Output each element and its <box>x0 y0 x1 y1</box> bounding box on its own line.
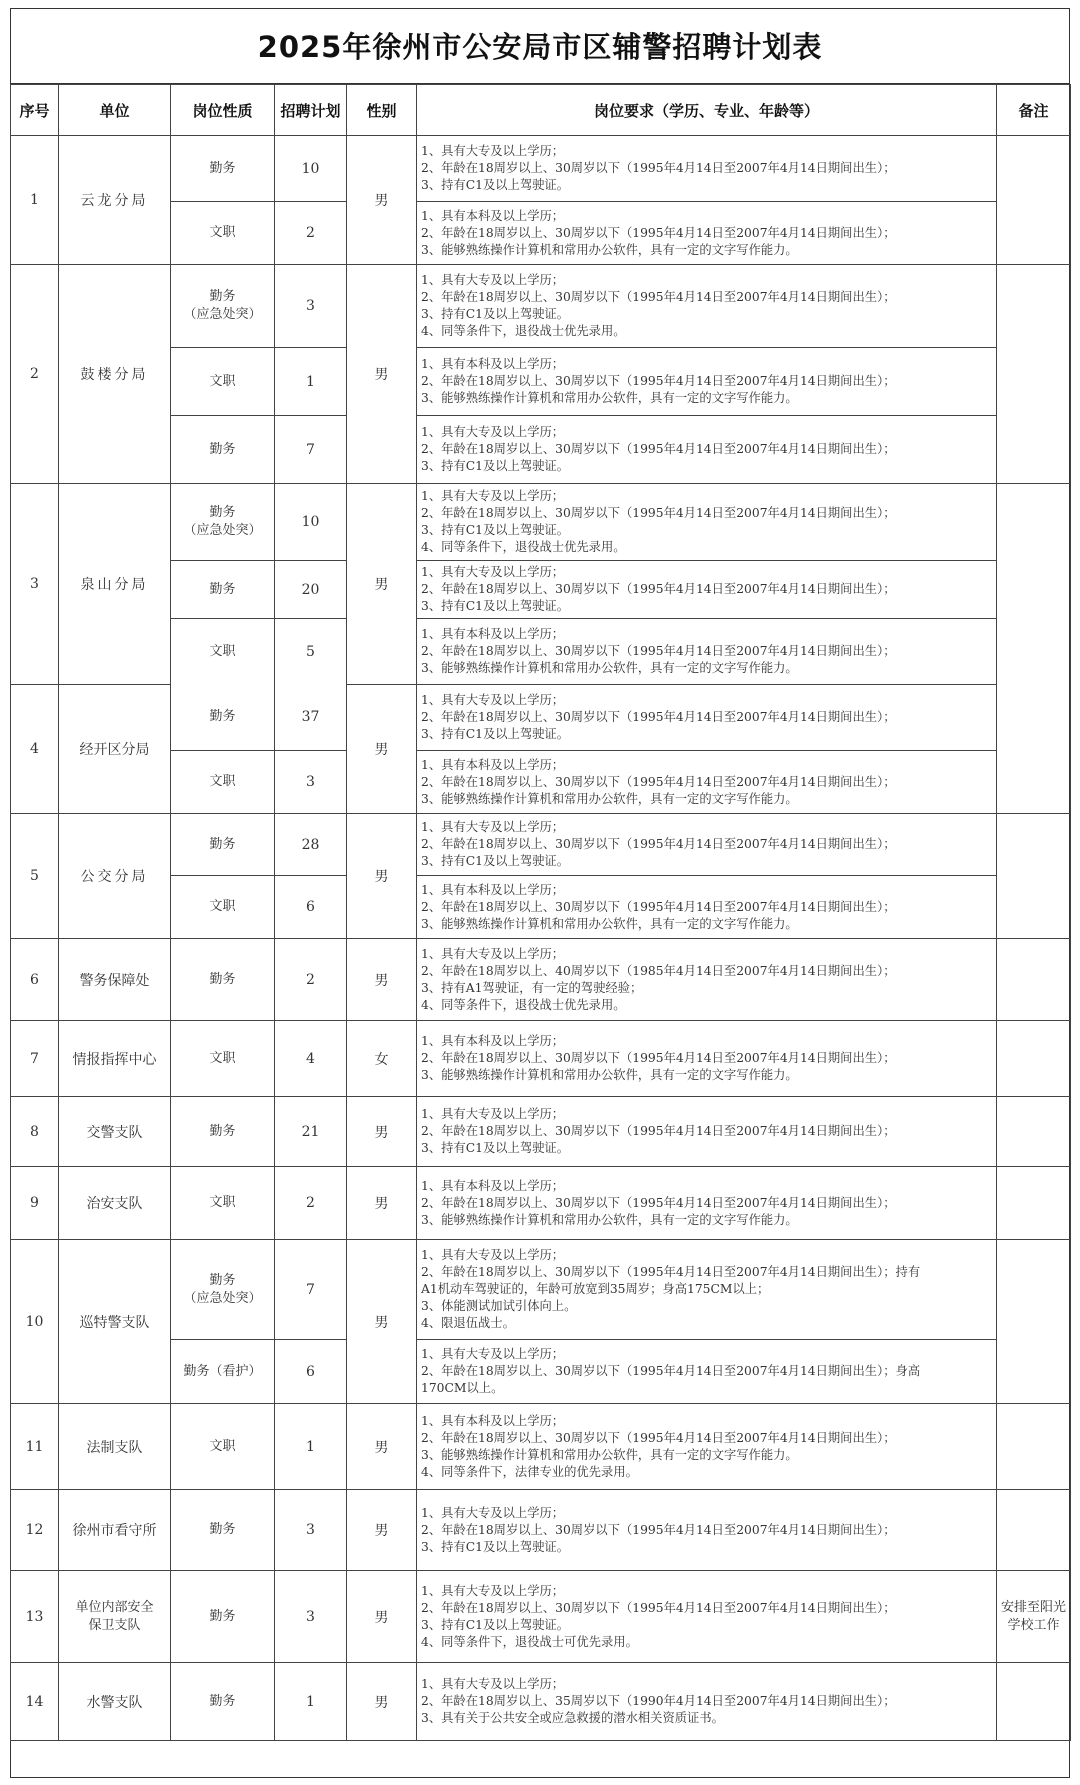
remark-cell <box>997 1404 1071 1490</box>
remark-cell <box>997 265 1071 484</box>
requirements-cell <box>417 619 997 685</box>
plan-cell: 37 <box>275 685 347 751</box>
requirement-line: 2、年龄在18周岁以上、30周岁以下（1995年4月14日至2007年4月14日期间出生）； <box>421 1522 896 1537</box>
requirement-line: 2、年龄在18周岁以上、30周岁以下（1995年4月14日至2007年4月14日期间出生）； <box>421 1051 896 1065</box>
requirement-line: 2、年龄在18周岁以上、30周岁以下（1995年4月14日至2007年4月14日期间出生）； <box>421 225 896 240</box>
requirements-cell <box>417 814 997 876</box>
requirement-line: 4、限退伍战士。 <box>421 1316 515 1330</box>
requirement-line: 3、持有C1及以上驾驶证。 <box>421 1141 570 1155</box>
seq-cell: 9 <box>11 1167 59 1240</box>
nature-sublabel: （应急处突） <box>183 523 262 538</box>
gender-cell: 男 <box>347 685 417 814</box>
requirements-cell <box>417 348 997 416</box>
nature-label: 勤务 <box>209 441 236 457</box>
requirement-line: 2、年龄在18周岁以上、30周岁以下（1995年4月14日至2007年4月14日期间出生）； <box>421 1600 896 1615</box>
nature-cell <box>171 876 275 939</box>
plan-cell: 1 <box>275 348 347 416</box>
requirement-line: 3、持有C1及以上驾驶证。 <box>421 1617 570 1632</box>
gender-cell: 男 <box>347 1167 417 1240</box>
requirements-cell <box>417 1571 997 1663</box>
nature-label: 勤务 <box>209 289 236 304</box>
seq-cell: 5 <box>11 814 59 939</box>
unit-line: 单位内部安全 <box>75 1599 154 1615</box>
requirements-cell <box>417 939 997 1021</box>
header-requirements: 岗位要求（学历、专业、年龄等） <box>417 85 997 136</box>
nature-label: 勤务 <box>209 1272 236 1288</box>
table-row <box>11 136 1071 202</box>
requirement-line: 1、具有本科及以上学历； <box>421 357 565 371</box>
plan-cell: 10 <box>275 484 347 561</box>
plan-cell: 28 <box>275 814 347 876</box>
remark-cell <box>997 814 1071 939</box>
requirement-line: 2、年龄在18周岁以上、30周岁以下（1995年4月14日至2007年4月14日期间出生）； <box>421 710 896 724</box>
recruitment-table <box>10 84 1071 1741</box>
plan-cell: 4 <box>275 1021 347 1097</box>
nature-cell <box>171 1097 275 1167</box>
remark-cell <box>997 1097 1071 1167</box>
plan-cell: 20 <box>275 561 347 619</box>
plan-cell: 2 <box>275 939 347 1021</box>
requirement-line: 2、年龄在18周岁以上、40周岁以下（1985年4月14日至2007年4月14日期间出生）； <box>421 963 896 978</box>
table-row <box>11 1490 1071 1571</box>
requirement-line: 1、具有大专及以上学历； <box>421 946 565 961</box>
header-row <box>11 85 1071 136</box>
requirements-cell <box>417 1340 997 1404</box>
requirement-line: 4、同等条件下，退役战士可优先录用。 <box>421 1634 638 1649</box>
requirements-cell <box>417 1240 997 1340</box>
plan-cell: 6 <box>275 1340 347 1404</box>
gender-cell: 男 <box>347 1097 417 1167</box>
requirement-line: 1、具有本科及以上学历； <box>421 757 565 772</box>
nature-label: 勤务 <box>209 1608 236 1624</box>
requirement-line: 1、具有大专及以上学历； <box>421 1107 565 1121</box>
requirement-line: 1、具有大专及以上学历； <box>421 144 565 158</box>
seq-cell: 10 <box>11 1240 59 1404</box>
nature-label: 勤务 <box>209 709 236 725</box>
requirement-line: 3、持有C1及以上驾驶证。 <box>421 727 570 741</box>
requirement-line: 3、持有C1及以上驾驶证。 <box>421 307 570 321</box>
seq-cell: 3 <box>11 484 59 685</box>
table-row <box>11 1404 1071 1490</box>
requirements-cell <box>417 416 997 484</box>
requirement-line: 4、同等条件下，退役战士优先录用。 <box>421 324 626 338</box>
seq-cell: 4 <box>11 685 59 814</box>
requirement-line: 3、体能测试加试引体向上。 <box>421 1299 577 1313</box>
unit-cell: 情报指挥中心 <box>59 1021 171 1097</box>
unit-cell: 徐州市看守所 <box>59 1490 171 1571</box>
requirement-line: 2、年龄在18周岁以上、30周岁以下（1995年4月14日至2007年4月14日期间出生）；身高 <box>421 1364 921 1378</box>
requirements-cell <box>417 685 997 751</box>
nature-cell <box>171 561 275 619</box>
requirement-line: 1、具有大专及以上学历； <box>421 693 565 707</box>
plan-cell: 2 <box>275 202 347 265</box>
remark-line: 安排至阳光 <box>1000 1599 1066 1615</box>
requirement-line: 2、年龄在18周岁以上、30周岁以下（1995年4月14日至2007年4月14日期间出生）； <box>421 374 896 388</box>
nature-label: 勤务 <box>209 971 236 987</box>
requirement-line: 1、具有本科及以上学历； <box>421 1178 565 1193</box>
nature-cell <box>171 1404 275 1490</box>
nature-label: 勤务 <box>209 581 236 597</box>
gender-cell: 男 <box>347 1240 417 1404</box>
requirement-line: 2、年龄在18周岁以上、30周岁以下（1995年4月14日至2007年4月14日期间出生）； <box>421 774 896 789</box>
remark-cell <box>997 1663 1071 1741</box>
nature-label: 文职 <box>209 1438 236 1454</box>
nature-cell <box>171 1021 275 1097</box>
unit-cell: 鼓楼分局 <box>59 265 171 484</box>
requirement-line: 1、具有本科及以上学历； <box>421 1034 565 1048</box>
remark-cell <box>997 1240 1071 1404</box>
remark-cell <box>997 484 1071 814</box>
requirements-cell <box>417 876 997 939</box>
nature-sublabel: （应急处突） <box>183 307 262 322</box>
requirements-cell <box>417 1167 997 1240</box>
gender-cell: 男 <box>347 1490 417 1571</box>
nature-label: 勤务 <box>209 505 236 520</box>
plan-cell: 6 <box>275 876 347 939</box>
unit-line: 保卫支队 <box>88 1617 141 1633</box>
requirement-line: 2、年龄在18周岁以上、30周岁以下（1995年4月14日至2007年4月14日期间出生）； <box>421 899 896 914</box>
unit-cell: 经开区分局 <box>59 685 171 814</box>
requirement-line: 4、同等条件下，法律专业的优先录用。 <box>421 1464 638 1479</box>
unit-cell: 法制支队 <box>59 1404 171 1490</box>
remark-cell <box>997 1490 1071 1571</box>
requirement-line: 3、持有A1驾驶证，有一定的驾驶经验； <box>421 980 643 995</box>
requirement-line: 3、能够熟练操作计算机和常用办公软件，具有一定的文字写作能力。 <box>421 242 798 257</box>
requirement-line: 1、具有本科及以上学历； <box>421 208 565 223</box>
plan-cell: 3 <box>275 1490 347 1571</box>
nature-cell <box>171 202 275 265</box>
requirement-line: 2、年龄在18周岁以上、30周岁以下（1995年4月14日至2007年4月14日期间出生）； <box>421 506 896 520</box>
seq-cell: 12 <box>11 1490 59 1571</box>
requirement-line: 2、年龄在18周岁以上、30周岁以下（1995年4月14日至2007年4月14日期间出生）；持有 <box>421 1265 921 1279</box>
plan-cell: 3 <box>275 751 347 814</box>
requirement-line: 1、具有大专及以上学历； <box>421 565 565 579</box>
requirement-line: 3、持有C1及以上驾驶证。 <box>421 599 570 613</box>
requirement-line: A1机动车驾驶证的，年龄可放宽到35周岁；身高175CM以上； <box>421 1282 770 1296</box>
plan-cell: 10 <box>275 136 347 202</box>
gender-cell: 女 <box>347 1021 417 1097</box>
plan-cell: 1 <box>275 1663 347 1741</box>
gender-cell: 男 <box>347 939 417 1021</box>
requirement-line: 1、具有大专及以上学历； <box>421 1347 565 1361</box>
requirement-line: 4、同等条件下，退役战士优先录用。 <box>421 997 626 1012</box>
requirements-cell <box>417 1663 997 1741</box>
requirement-line: 2、年龄在18周岁以上、35周岁以下（1990年4月14日至2007年4月14日期间出生）； <box>421 1694 896 1708</box>
header-seq: 序号 <box>11 85 59 136</box>
nature-label: 勤务 <box>209 160 236 176</box>
nature-cell <box>171 1490 275 1571</box>
nature-cell <box>171 1240 275 1340</box>
requirement-line: 1、具有大专及以上学历； <box>421 273 565 287</box>
requirement-line: 1、具有大专及以上学历； <box>421 820 565 834</box>
nature-label: 文职 <box>209 373 236 389</box>
header-gender: 性别 <box>347 85 417 136</box>
nature-sublabel: （应急处突） <box>183 1290 262 1306</box>
plan-cell: 3 <box>275 265 347 348</box>
remark-cell <box>997 1021 1071 1097</box>
nature-label: 文职 <box>209 1050 236 1066</box>
remark-cell <box>997 1571 1071 1663</box>
requirement-line: 2、年龄在18周岁以上、30周岁以下（1995年4月14日至2007年4月14日期间出生）； <box>421 1195 896 1210</box>
nature-label: 文职 <box>209 899 236 914</box>
requirement-line: 1、具有大专及以上学历； <box>421 1505 565 1520</box>
table-row <box>11 265 1071 348</box>
requirements-cell <box>417 202 997 265</box>
nature-cell <box>171 685 275 751</box>
requirements-cell <box>417 1097 997 1167</box>
unit-cell: 交警支队 <box>59 1097 171 1167</box>
gender-cell: 男 <box>347 1571 417 1663</box>
unit-cell: 水警支队 <box>59 1663 171 1741</box>
requirement-line: 3、持有C1及以上驾驶证。 <box>421 178 570 192</box>
seq-cell: 6 <box>11 939 59 1021</box>
requirement-line: 3、能够熟练操作计算机和常用办公软件，具有一定的文字写作能力。 <box>421 391 798 405</box>
table-row <box>11 1021 1071 1097</box>
gender-cell: 男 <box>347 136 417 265</box>
requirements-cell <box>417 751 997 814</box>
nature-label: 文职 <box>209 643 236 659</box>
nature-label: 文职 <box>209 1195 236 1210</box>
table-row <box>11 814 1071 876</box>
requirement-line: 3、持有C1及以上驾驶证。 <box>421 459 570 473</box>
requirement-line: 170CM以上。 <box>421 1381 504 1395</box>
requirements-cell <box>417 484 997 561</box>
requirement-line: 3、能够熟练操作计算机和常用办公软件，具有一定的文字写作能力。 <box>421 916 798 931</box>
table-row <box>11 1097 1071 1167</box>
page-title: 2025年徐州市公安局市区辅警招聘计划表 <box>10 8 1070 84</box>
gender-cell: 男 <box>347 484 417 685</box>
requirement-line: 1、具有大专及以上学历； <box>421 1248 565 1262</box>
requirement-line: 1、具有本科及以上学历； <box>421 627 565 641</box>
header-plan: 招聘计划 <box>275 85 347 136</box>
requirements-cell <box>417 136 997 202</box>
table-row <box>11 1167 1071 1240</box>
nature-label: 文职 <box>209 225 236 240</box>
unit-cell: 云龙分局 <box>59 136 171 265</box>
requirement-line: 2、年龄在18周岁以上、30周岁以下（1995年4月14日至2007年4月14日期间出生）； <box>421 1430 896 1445</box>
table-row <box>11 939 1071 1021</box>
nature-cell <box>171 1340 275 1404</box>
requirement-line: 1、具有本科及以上学历； <box>421 882 565 897</box>
nature-label: 勤务（看护） <box>183 1363 262 1379</box>
requirement-line: 3、能够熟练操作计算机和常用办公软件，具有一定的文字写作能力。 <box>421 1447 798 1462</box>
nature-cell <box>171 619 275 685</box>
requirement-line: 3、持有C1及以上驾驶证。 <box>421 1539 570 1554</box>
unit-cell: 公交分局 <box>59 814 171 939</box>
nature-cell <box>171 136 275 202</box>
requirement-line: 2、年龄在18周岁以上、30周岁以下（1995年4月14日至2007年4月14日期间出生）； <box>421 582 896 596</box>
nature-cell <box>171 1167 275 1240</box>
nature-cell <box>171 348 275 416</box>
table-row <box>11 1240 1071 1340</box>
table-row <box>11 1571 1071 1663</box>
header-remark: 备注 <box>997 85 1071 136</box>
requirement-line: 1、具有大专及以上学历； <box>421 1583 565 1598</box>
requirements-cell <box>417 265 997 348</box>
seq-cell: 14 <box>11 1663 59 1741</box>
seq-cell: 11 <box>11 1404 59 1490</box>
table-row <box>11 685 1071 751</box>
requirement-line: 3、持有C1及以上驾驶证。 <box>421 854 570 868</box>
remark-cell <box>997 939 1071 1021</box>
nature-label: 勤务 <box>209 1693 236 1709</box>
nature-label: 勤务 <box>209 836 236 852</box>
requirement-line: 3、能够熟练操作计算机和常用办公软件，具有一定的文字写作能力。 <box>421 1068 798 1082</box>
remark-line: 学校工作 <box>1007 1617 1060 1633</box>
plan-cell: 7 <box>275 416 347 484</box>
gender-cell: 男 <box>347 814 417 939</box>
requirement-line: 2、年龄在18周岁以上、30周岁以下（1995年4月14日至2007年4月14日期间出生）； <box>421 442 896 456</box>
requirement-line: 2、年龄在18周岁以上、30周岁以下（1995年4月14日至2007年4月14日期间出生）； <box>421 290 896 304</box>
requirements-cell <box>417 561 997 619</box>
requirement-line: 1、具有本科及以上学历； <box>421 1413 565 1428</box>
plan-cell: 21 <box>275 1097 347 1167</box>
requirements-cell <box>417 1404 997 1490</box>
gender-cell: 男 <box>347 1663 417 1741</box>
requirement-line: 2、年龄在18周岁以上、30周岁以下（1995年4月14日至2007年4月14日期间出生）； <box>421 644 896 658</box>
plan-cell: 1 <box>275 1404 347 1490</box>
remark-cell <box>997 1167 1071 1240</box>
seq-cell: 7 <box>11 1021 59 1097</box>
requirements-cell <box>417 1490 997 1571</box>
gender-cell: 男 <box>347 265 417 484</box>
header-unit: 单位 <box>59 85 171 136</box>
seq-cell: 2 <box>11 265 59 484</box>
unit-cell: 治安支队 <box>59 1167 171 1240</box>
nature-cell <box>171 484 275 561</box>
nature-cell <box>171 814 275 876</box>
seq-cell: 13 <box>11 1571 59 1663</box>
unit-cell: 警务保障处 <box>59 939 171 1021</box>
plan-cell: 2 <box>275 1167 347 1240</box>
unit-cell <box>59 1571 171 1663</box>
header-nature: 岗位性质 <box>171 85 275 136</box>
requirement-line: 2、年龄在18周岁以上、30周岁以下（1995年4月14日至2007年4月14日期间出生）； <box>421 837 896 851</box>
nature-label: 勤务 <box>209 1522 236 1537</box>
nature-label: 文职 <box>209 774 236 789</box>
nature-cell <box>171 265 275 348</box>
nature-cell <box>171 1663 275 1741</box>
nature-cell <box>171 416 275 484</box>
table-row <box>11 1663 1071 1741</box>
plan-cell: 7 <box>275 1240 347 1340</box>
remark-cell <box>997 136 1071 265</box>
requirement-line: 3、能够熟练操作计算机和常用办公软件，具有一定的文字写作能力。 <box>421 661 798 675</box>
seq-cell: 8 <box>11 1097 59 1167</box>
plan-cell: 3 <box>275 1571 347 1663</box>
requirement-line: 3、具有关于公共安全或应急救援的潜水相关资质证书。 <box>421 1711 724 1725</box>
requirement-line: 1、具有大专及以上学历； <box>421 1677 565 1691</box>
unit-cell: 巡特警支队 <box>59 1240 171 1404</box>
table-row <box>11 484 1071 561</box>
unit-cell: 泉山分局 <box>59 484 171 685</box>
requirement-line: 1、具有大专及以上学历； <box>421 425 565 439</box>
requirement-line: 4、同等条件下，退役战士优先录用。 <box>421 540 626 554</box>
gender-cell: 男 <box>347 1404 417 1490</box>
nature-cell <box>171 939 275 1021</box>
requirement-line: 2、年龄在18周岁以上、30周岁以下（1995年4月14日至2007年4月14日期间出生）； <box>421 1124 896 1138</box>
requirement-line: 3、能够熟练操作计算机和常用办公软件，具有一定的文字写作能力。 <box>421 1212 798 1227</box>
nature-label: 勤务 <box>209 1123 236 1139</box>
requirement-line: 2、年龄在18周岁以上、30周岁以下（1995年4月14日至2007年4月14日期间出生）； <box>421 161 896 175</box>
nature-cell <box>171 751 275 814</box>
requirement-line: 3、能够熟练操作计算机和常用办公软件，具有一定的文字写作能力。 <box>421 791 798 806</box>
plan-cell: 5 <box>275 619 347 685</box>
nature-cell <box>171 1571 275 1663</box>
requirements-cell <box>417 1021 997 1097</box>
seq-cell: 1 <box>11 136 59 265</box>
requirement-line: 1、具有大专及以上学历； <box>421 489 565 503</box>
requirement-line: 3、持有C1及以上驾驶证。 <box>421 523 570 537</box>
